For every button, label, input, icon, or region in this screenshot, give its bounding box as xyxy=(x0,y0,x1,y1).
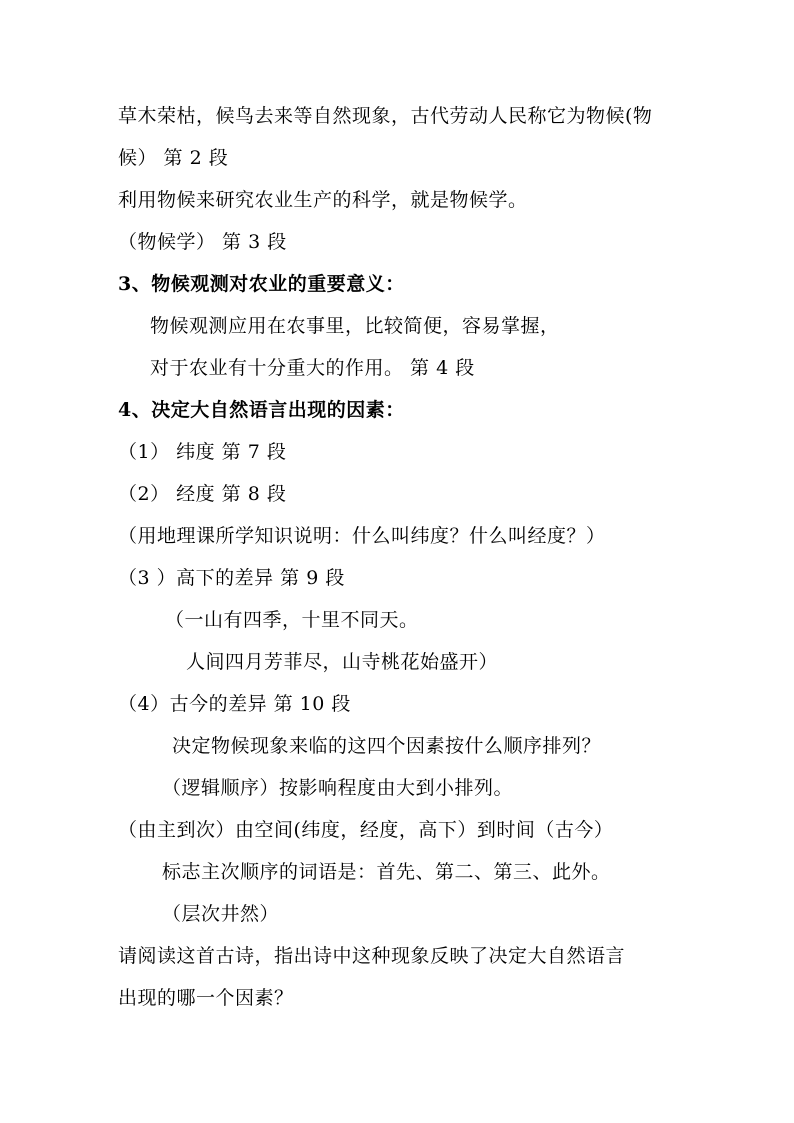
text-line-6: 物候观测应用在农事里，比较简便，容易掌握， xyxy=(150,315,560,337)
text-line-11: （用地理课所学知识说明：什么叫纬度？什么叫经度？） xyxy=(118,525,606,547)
quote-line-1: （一山有四季，十里不同天。 xyxy=(165,609,419,631)
text-line-7: 对于农业有十分重大的作用。 第 4 段 xyxy=(150,357,475,379)
factor-1-line: （1） 纬度 第 7 段 xyxy=(118,441,287,463)
text-line-2: 候） 第 2 段 xyxy=(118,147,229,169)
factor-4-line: （4）古今的差异 第 10 段 xyxy=(118,693,351,715)
quote-line-2: 人间四月芳菲尽，山寺桃花始盛开） xyxy=(186,651,499,673)
text-line-3: 利用物候来研究农业生产的科学，就是物候学。 xyxy=(118,189,528,211)
section-heading-3: 3、物候观测对农业的重要意义： xyxy=(118,273,405,295)
factor-2-line: （2） 经度 第 8 段 xyxy=(118,483,287,505)
factor-3-line: （3 ）高下的差异 第 9 段 xyxy=(118,567,345,589)
section-heading-4: 4、决定大自然语言出现的因素： xyxy=(118,399,405,421)
text-line-4: （物候学） 第 3 段 xyxy=(118,231,287,253)
text-line-18: （由主到次）由空间(纬度，经度，高下）到时间（古今） xyxy=(118,819,614,841)
text-line-21: 请阅读这首古诗，指出诗中这种现象反映了决定大自然语言 xyxy=(118,945,626,967)
text-line-17: （逻辑顺序）按影响程度由大到小排列。 xyxy=(162,777,514,799)
text-line-16: 决定物候现象来临的这四个因素按什么顺序排列？ xyxy=(172,735,602,757)
text-line-22: 出现的哪一个因素？ xyxy=(118,987,294,1009)
text-line-19: 标志主次顺序的词语是：首先、第二、第三、此外。 xyxy=(162,861,611,883)
text-line-20: （层次井然） xyxy=(162,903,280,925)
text-line-1: 草木荣枯，候鸟去来等自然现象，古代劳动人民称它为物候(物 xyxy=(118,105,653,127)
